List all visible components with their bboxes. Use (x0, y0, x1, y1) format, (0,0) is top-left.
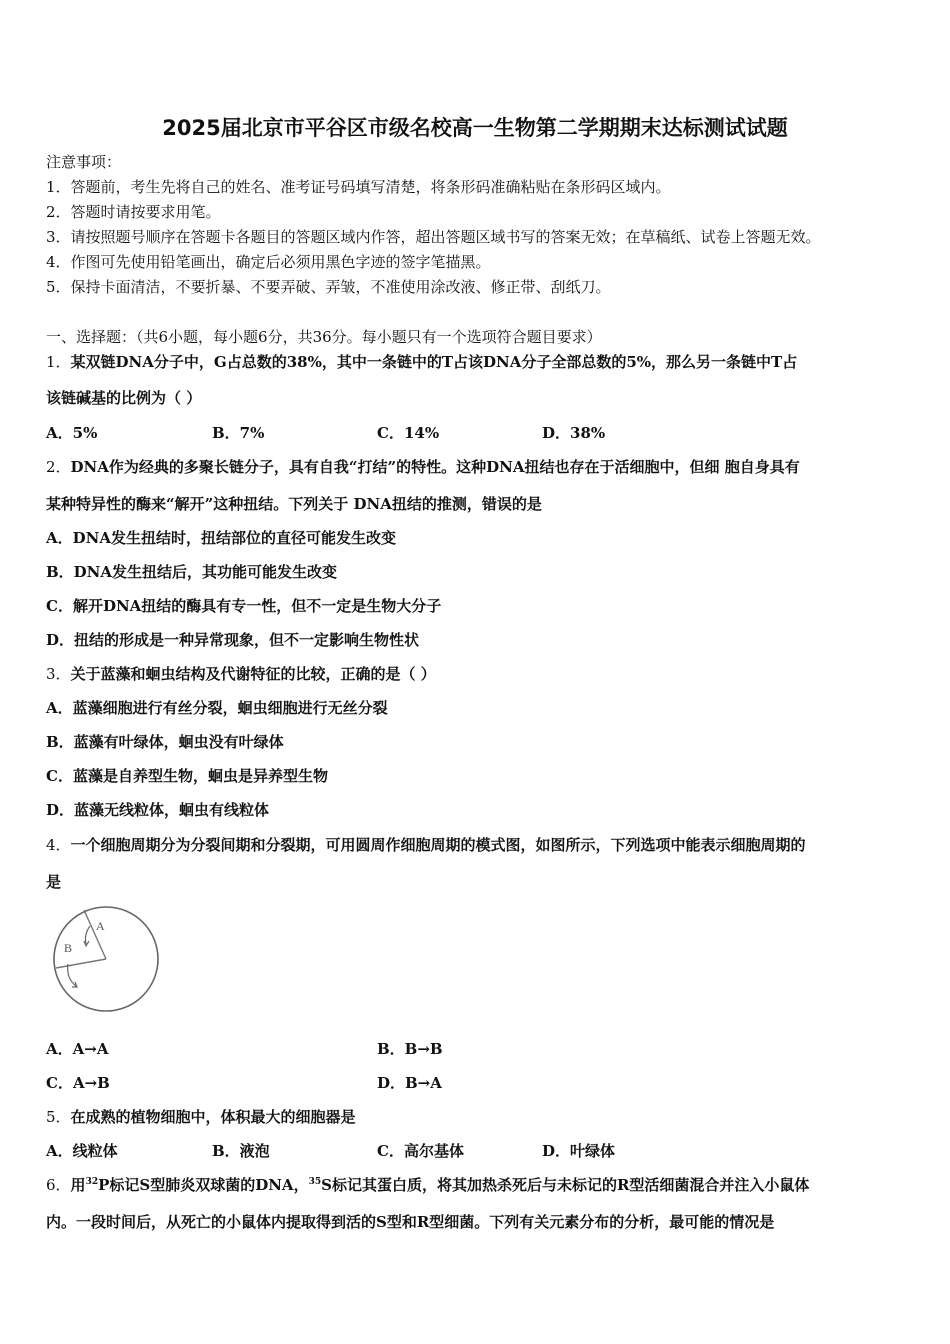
section-heading: 一、选择题：（共6小题，每小题6分，共36分。每小题只有一个选项符合题目要求） (46, 328, 602, 346)
q5-option-a[interactable]: A．线粒体 (46, 1142, 118, 1160)
q2-option-b[interactable]: B．DNA发生扭结后，其功能可能发生改变 (46, 563, 338, 581)
q2-option-d[interactable]: D．扭结的形成是一种异常现象，但不一定影响生物性状 (46, 631, 420, 649)
q3-stem-line1 (46, 664, 436, 684)
q2-stem-line2: 某种特异性的酶来“解开”这种扭结。下列关于 DNA扭结的推测，错误的是 (46, 495, 542, 513)
q4-option-d[interactable]: D．B→A (377, 1074, 442, 1092)
q3-number: 3． (46, 665, 71, 683)
notice-heading: 注意事项： (46, 153, 122, 171)
q3-option-c[interactable]: C．蓝藻是自养型生物，蛔虫是异养型生物 (46, 767, 328, 785)
q5-number: 5． (46, 1108, 71, 1126)
q5-text-line1: 在成熟的植物细胞中，体积最大的细胞器是 (70, 1108, 356, 1126)
q3-text-line1: 关于蓝藻和蛔虫结构及代谢特征的比较，正确的是（ ） (70, 665, 436, 683)
q3-option-d[interactable]: D．蓝藻无线粒体，蛔虫有线粒体 (46, 801, 270, 819)
label-b: B (64, 941, 73, 955)
q2-option-a[interactable]: A．DNA发生扭结时，扭结部位的直径可能发生改变 (46, 529, 396, 547)
notice-item-5: 5．保持卡面清洁，不要折暴、不要弄破、弄皱，不准使用涂改液、修正带、刮纸刀。 (46, 278, 611, 296)
q6-sup-35: 35 (308, 1177, 322, 1187)
q5-option-d[interactable]: D．叶绿体 (542, 1142, 616, 1160)
q3-option-b[interactable]: B．蓝藻有叶绿体，蛔虫没有叶绿体 (46, 733, 284, 751)
q6-text-seg2: P标记S型肺炎双球菌的DNA， (98, 1176, 309, 1194)
q1-option-c[interactable]: C．14% (377, 424, 440, 442)
q4-option-c[interactable]: C．A→B (46, 1074, 110, 1092)
q1-text-line1: 某双链DNA分子中，G占总数的38%，其中一条链中的T占该DNA分子全部总数的5%，那么另一条链中T占 (70, 353, 798, 371)
notice-item-1: 1．答题前，考生先将自己的姓名、准考证号码填写清楚，将条形码准确粘贴在条形码区域内。 (46, 178, 671, 196)
q4-number: 4． (46, 836, 71, 854)
q2-stem-line1 (46, 457, 800, 477)
q6-stem-line1 (46, 1175, 809, 1195)
q4-stem-line1 (46, 835, 806, 855)
q6-text-seg1: 用 (70, 1176, 86, 1194)
q2-text-line1: DNA作为经典的多聚长链分子，具有自我“打结”的特性。这种DNA扭结也存在于活细胞中，但细 胞自身具有 (70, 458, 800, 476)
q1-stem-line1 (46, 352, 797, 372)
q1-option-b[interactable]: B．7% (212, 424, 265, 442)
q1-option-a[interactable]: A．5% (46, 424, 98, 442)
page-title: 2025届北京市平谷区市级名校高一生物第二学期期末达标测试试题 (162, 116, 788, 140)
notice-item-4: 4．作图可先使用铅笔画出，确定后必须用黑色字迹的签字笔描黑。 (46, 253, 491, 271)
q3-option-a[interactable]: A．蓝藻细胞进行有丝分裂，蛔虫细胞进行无丝分裂 (46, 699, 388, 717)
label-a: A (96, 919, 105, 933)
q6-sup-32: 32 (85, 1177, 99, 1187)
cell-cycle-diagram (46, 900, 164, 1018)
q4-text-line1: 一个细胞周期分为分裂间期和分裂期，可用圆周作细胞周期的模式图，如图所示，下列选项中能表示细胞周期的 (70, 836, 806, 854)
q6-text-seg3: S标记其蛋白质，将其加热杀死后与未标记的R型活细菌混合并注入小鼠体 (321, 1176, 810, 1194)
notice-item-3: 3．请按照题号顺序在答题卡各题目的答题区域内作答，超出答题区域书写的答案无效；在草稿纸、试卷上答题无效。 (46, 228, 821, 246)
q1-number: 1． (46, 353, 71, 371)
q6-number: 6． (46, 1176, 71, 1194)
q4-stem-line2: 是 (46, 873, 62, 891)
q1-stem-line2: 该链碱基的比例为（ ） (46, 389, 202, 407)
notice-item-2: 2．答题时请按要求用笔。 (46, 203, 221, 221)
q5-option-c[interactable]: C．高尔基体 (377, 1142, 464, 1160)
q2-number: 2． (46, 458, 71, 476)
q1-option-d[interactable]: D．38% (542, 424, 606, 442)
phase-divider-line-a (84, 910, 106, 959)
q4-option-a[interactable]: A．A→A (46, 1040, 109, 1058)
q4-option-b[interactable]: B．B→B (377, 1040, 443, 1058)
q5-option-b[interactable]: B．液泡 (212, 1142, 270, 1160)
q2-option-c[interactable]: C．解开DNA扭结的酶具有专一性，但不一定是生物大分子 (46, 597, 442, 615)
phase-divider-line-b (56, 959, 106, 968)
q6-stem-line2: 内。一段时间后，从死亡的小鼠体内提取得到活的S型和R型细菌。下列有关元素分布的分析，最可能的情况是 (46, 1213, 775, 1231)
q5-stem-line1 (46, 1107, 356, 1127)
